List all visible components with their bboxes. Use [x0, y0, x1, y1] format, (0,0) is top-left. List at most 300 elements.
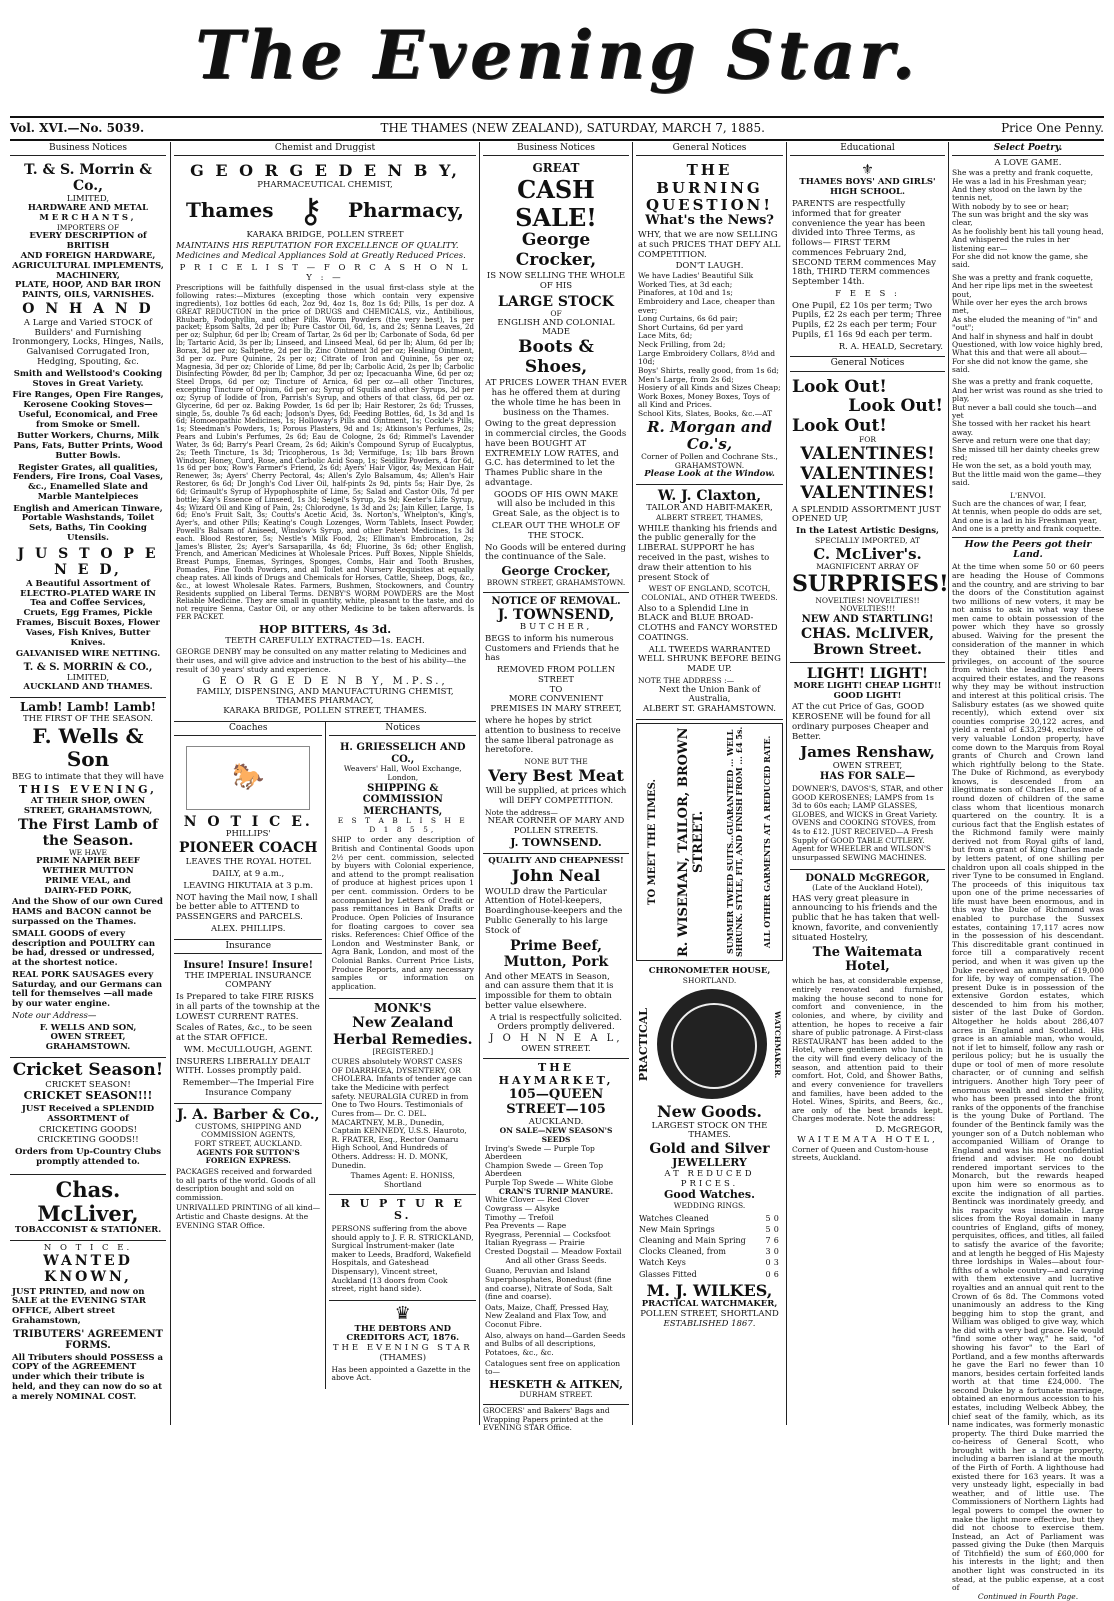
advert-title: R. Morgan and Co.'s,: [647, 417, 772, 453]
poem-line: And half in shyness and half in doubt: [952, 331, 1094, 341]
advert-line: AGENTS FOR SUTTON'S FOREIGN EXPRESS.: [196, 1147, 300, 1166]
advert-title: C. McLiver's.: [813, 544, 922, 563]
top-rule: [10, 116, 1104, 118]
table-cell: Glasses Fitted: [639, 1269, 697, 1279]
advert-heading: J U S T O P E N E D,: [17, 545, 159, 578]
advert-title: Gold and Silver: [649, 1141, 770, 1158]
advert-text: Has been appointed a Gazette in the above Act.: [331, 1364, 471, 1383]
advert-signature: Brown Street.: [813, 641, 922, 658]
advert-line: WEDDING RINGS.: [673, 1201, 746, 1211]
advert-line: REMOVED FROM POLLEN STREET: [496, 665, 616, 685]
masthead-title: The Evening Star.: [195, 16, 919, 94]
advert-signature: LIMITED,: [66, 672, 110, 683]
waitemata-advert: [790, 870, 945, 1167]
vertical-text: PRACTICAL: [637, 1007, 650, 1081]
list-item: Champion Swede — Green Top Aberdeen: [485, 1160, 603, 1179]
advert-title: CHRONOMETER HOUSE,: [648, 965, 771, 976]
advert-line: WHY, that we are now SELLING at such PRICES THAT DEFY ALL COMPETITION.: [638, 230, 781, 260]
advert-title: R U P T U R E S.: [340, 1196, 465, 1223]
advert-signature: KARAKA BRIDGE, POLLEN STREET, THAMES.: [223, 706, 427, 717]
advert-line: SMALL GOODS of every description and POULTRY can be had, dressed or undressed, at the shortest notice.: [12, 928, 156, 969]
poem-line: L'ENVOI.: [1010, 490, 1046, 500]
poem-line: She tossed with her racket his heart away.: [952, 419, 1091, 437]
advert-title: The Waitemata Hotel,: [812, 944, 923, 975]
advert-subtitle: Corner of Pollen and Cochrane Sts., GRAHAMSTOWN.: [641, 452, 778, 470]
poem-line: And her ripe lips met in the sweetest pout,: [952, 281, 1093, 299]
advert-line: WE HAVE: [68, 847, 108, 857]
advert-text: CURES absolutely WORST CASES OF DIARRHŒA, DYSENTERY, OR CHOLERA. Infants of tender age can take the Medicine with perfect safety. NEURALGIA CURED in from One to Two Hours. Testimonials of Cures from— Dr. C. DEL. MACARTNEY, M.B., Dunedin, Captain KENNEDY, U.S.S. Hauroto, R. FRATER, Esq., Rector Oamaru High School, And Hundreds of Others. Address: H. D. MONK, Dunedin.: [331, 1057, 473, 1170]
advert-heading: SHIPPING & COMMISSION MERCHANTS,: [362, 782, 443, 817]
advert-title: James Renshaw,: [800, 743, 935, 762]
renshaw-advert: [790, 663, 945, 870]
item-line: School Kits, Slates, Books, &c.—AT: [638, 409, 773, 419]
advert-line: MAGNIFICENT ARRAY OF: [816, 561, 919, 571]
advert-subtitle: PHARMACEUTICAL CHEMIST,: [257, 179, 393, 190]
advert-signature: George Crocker,: [501, 564, 611, 579]
advert-line: JUST Received a SPLENDID ASSORTMENT of: [21, 1103, 155, 1124]
advert-subtitle: AUCKLAND.: [528, 1116, 584, 1127]
advert-title: Thames: [186, 198, 274, 222]
advert-line: MORE CONVENIENT PREMISES IN MARY STREET,: [490, 694, 622, 715]
item-line: Boys' Shirts, really good, from 1s 6d;: [638, 365, 779, 375]
advert-address: POLLEN STREET, SHORTLAND: [640, 1308, 779, 1319]
price-table: [638, 1213, 781, 1280]
advert-line: WM. McCULLOUGH, AGENT.: [183, 1044, 313, 1055]
advert-title: Insure! Insure! Insure!: [183, 960, 314, 972]
advert-line: AT THEIR SHOP, OWEN STREET, GRAHAMSTOWN,: [23, 796, 153, 816]
advert-line: Owing to the great depression in commercial circles, the Goods have been BOUGHT AT EXTREMELY LOW RATES, and G.C. has determined to let the Thames Public share in the advantage.: [485, 419, 627, 488]
column-general-notices: [636, 142, 783, 1425]
list-item: Guano, Peruvian and Island Superphosphates, Bonedust (fine and coarse), Nitrate of Soda, Salt (fine and coarse).: [485, 1266, 613, 1302]
advert-signature: Corner of Queen and Custom-house streets, Auckland.: [792, 1144, 929, 1163]
advert-signature: G E O R G E D E N B Y, M.P.S.,: [202, 676, 448, 688]
advert-signature: R. A. HEALD, Secretary.: [838, 341, 943, 352]
advert-subtitle: TAILOR AND HABIT-MAKER,: [646, 503, 773, 514]
advert-line: Will be supplied, at prices which will DEFY COMPETITION.: [485, 786, 627, 806]
advert-title: PIONEER COACH: [178, 840, 318, 857]
advert-line: Fire Ranges, Open Fire Ranges, Kerosene Cooking Stoves—Useful, Economical, and Free from Smoke or Smell.: [12, 390, 164, 430]
advert-line: DAIRY-FED PORK,: [44, 885, 132, 896]
advert-heading: GREAT: [532, 161, 580, 176]
advert-line: A SPLENDID ASSORTMENT JUST OPENED UP,: [792, 504, 941, 525]
advert-line: E S T A B L I S H E D 1 8 5 5,: [337, 816, 468, 834]
price: Price One Penny.: [1001, 121, 1104, 135]
vertical-text: SUMMER TWEED SUITS...GUARANTEED ... WELL SHRUNK. STYLE, FIT, AND FINISH FROM ... £4 5s.: [724, 726, 745, 957]
advert-line: NOTE THE ADDRESS :—: [638, 675, 735, 685]
royal-arms-icon: ♛: [394, 1302, 411, 1324]
advert-title: DONALD McGREGOR,: [805, 872, 930, 884]
advert-line: Orders promptly delivered.: [497, 1022, 615, 1033]
advert-line: LEAVING HIKUTAIA at 3 p.m.: [183, 880, 314, 891]
advert-signature: DURHAM STREET.: [519, 1390, 593, 1400]
poem-line: Questioned, with low voice highly bred,: [952, 339, 1103, 349]
section-heading: General Notices: [790, 357, 945, 371]
volume-number: Vol. XVI.—No. 5039.: [10, 121, 145, 135]
advert-address: KARAKA BRIDGE, POLLEN STREET: [246, 229, 404, 240]
item-line: We have Ladies' Beautiful Silk Worked Ties, at 3d each;: [638, 271, 754, 289]
advert-heading: Prime Beef, Mutton, Pork: [503, 938, 609, 971]
poem: [952, 169, 1104, 533]
advert-signature: FAMILY, DISPENSING, AND MANUFACTURING CHEMIST,: [196, 686, 454, 697]
claxton-advert: [636, 485, 783, 720]
advert-title: John Neal: [511, 866, 601, 886]
advert-line: PAINTS, OILS, VARNISHES.: [21, 290, 155, 301]
poem-line: Serve and return were one that day;: [952, 436, 1091, 446]
table-cell: 7: [765, 1236, 771, 1246]
poem-line: At tennis, when people do odds are set,: [952, 507, 1103, 517]
advert-heading: O N H A N D: [22, 300, 154, 317]
poem-line: He was a lad in his Freshman year;: [952, 176, 1087, 186]
advert-title: Look Out!: [848, 396, 943, 417]
poem-line: What this and that were all about—: [952, 348, 1088, 358]
advert-line: TO: [549, 684, 563, 695]
column-business-notices-2: [483, 142, 629, 1433]
item-line: Lace Mits, 6d;: [638, 331, 693, 341]
advert-line: INSURERS LIBERALLY DEALT WITH. Losses promptly paid.: [176, 1056, 311, 1077]
advert-title: F. Wells & Son: [32, 723, 144, 771]
advert-line: UNRIVALLED PRINTING of all kind—Artistic and Chaste designs. At the EVENING STAR Office.: [176, 1203, 321, 1230]
advert-line: REAL PORK SAUSAGES every Saturday, and our Germans can tell for themselves —all made by our water engine.: [12, 969, 163, 1010]
advert-line: NEAR CORNER OF MARY AND POLLEN STREETS.: [487, 816, 625, 836]
advert-subtitle: What's the News?: [645, 213, 774, 229]
poem-line: And her wrist was round as she tried to play,: [952, 385, 1103, 404]
advert-line: GOODS OF HIS OWN MAKE will also be included in this Great Sale, as the object is to: [492, 489, 620, 520]
list-item: Cowgrass — Alsyke: [485, 1203, 560, 1213]
advert-line: MAINTAINS HIS REPUTATION FOR EXCELLENCE OF QUALITY. Medicines and Medical Appliances Sold at Greatly Reduced Prices.: [176, 241, 466, 262]
advert-line: NOT having the Mail now, I shall be better able to ATTEND to PASSENGERS and PARCELS.: [176, 892, 318, 923]
advert-line: Please Look at the Window.: [644, 469, 775, 480]
vertical-text: WATCHMAKER.: [772, 1010, 782, 1078]
advert-signature: WAITEMATA HOTEL,: [797, 1134, 938, 1145]
item-line: Long Curtains, 6s 6d pair;: [638, 314, 738, 324]
list-item: ON SALE—NEW SEASON'S SEEDS: [499, 1126, 613, 1144]
advert-heading: P R I C E L I S T — F O R C A S H O N L Y : —: [179, 262, 471, 283]
advert-title: THE BURNING QUESTION!: [646, 161, 773, 214]
advert-subtitle: PRACTICAL WATCHMAKER,: [641, 1299, 778, 1310]
advert-line: ALBERT ST. GRAHAMSTOWN.: [643, 704, 776, 715]
advert-title: H. GRIESSELICH AND CO.,: [339, 742, 466, 765]
poem-line: But never a ball could she touch—and yet: [952, 402, 1097, 421]
advert-title: VALENTINES!: [800, 444, 935, 465]
advert-line: HARDWARE AND METAL: [27, 203, 149, 214]
advert-line: FOR: [859, 435, 876, 445]
grocers-notice: GROCERS' and Bakers' Bags and Wrapping Papers printed at the EVENING STAR Office.: [483, 1406, 610, 1433]
advert-text: PERSONS suffering from the above should apply to J. F. R. STRICKLAND, Surgical Instrument-maker (late maker to Leeds, Bradford, Wakefield Hospitals, and Gateshead Dispensary), Vincent street, Auckland (13 doors from Cook street, right hand side).: [331, 1223, 474, 1294]
masthead: [0, 0, 1114, 115]
notices-subcolumn: [326, 722, 476, 1389]
advert-line: GALVANISED WIRE NETTING.: [15, 649, 161, 660]
column-chemist: [174, 142, 476, 1425]
section-heading: Coaches: [174, 722, 322, 736]
poem-line: While over her eyes the arch brows met,: [952, 297, 1088, 316]
table-cell: 6: [773, 1269, 779, 1279]
advert-signature: Thames Agent: E. HONISS, Shortland: [350, 1171, 455, 1189]
list-item: Timothy — Trefoil: [485, 1212, 554, 1222]
list-item: Oats, Maize, Chaff, Pressed Hay, New Zealand and Flax Tow, and Coconut Fibre.: [485, 1302, 609, 1330]
cricket-advert: [10, 1058, 166, 1175]
section-heading: Business Notices: [483, 142, 629, 156]
advert-heading: THE DEBTORS AND CREDITORS ACT, 1876.: [346, 1323, 460, 1344]
advert-line: PHILLIPS': [225, 829, 271, 840]
advert-text: DOWNER'S, DAVOS'S, STAR, and other GOOD KEROSENES; LAMPS from 1s 3d to 60s each; LAMP GLASSES, GLOBES, and WICKS in Great Variety. OVENS and COOKING STOVES, from 4s to £12. JUST RECEIVED—A Fresh Supply of GOOD TABLE CUTLERY. Agent for WHEELER and WILSON'S unsurpassed SEWING MACHINES.: [792, 783, 944, 862]
advert-line: DAILY, at 9 a.m.,: [212, 869, 285, 880]
advert-title: New Zealand: [352, 1015, 454, 1032]
advert-subtitle: TOBACCONIST & STATIONER.: [14, 1224, 162, 1235]
poem-title: A LOVE GAME.: [994, 158, 1062, 169]
advert-line: English and American Tinware, Portable Washstands, Toilet Sets, Baths, Tin Cooking Utensils.: [13, 503, 163, 543]
list-item: CRAN'S TURNIP MANURE.: [498, 1186, 614, 1196]
table-cell: Watch Keys: [639, 1258, 686, 1268]
griesselich-advert: [329, 739, 476, 998]
advert-line: A Large and Varied STOCK of Builders' and Furnishing Ironmongery, Locks, Hinges, Nails, Galvanised Corrugated Iron, Hedging, Spouting, &c.: [12, 317, 164, 367]
list-item: White Clover — Red Clover: [485, 1195, 590, 1205]
advert-line: WEST OF ENGLAND, SCOTCH, COLONIAL, AND OTHER TWEEDS.: [641, 584, 778, 602]
advert-line: Butter Workers, Churns, Milk Pans, Fats, Butter Prints, Wood Butter Bowls.: [13, 431, 163, 461]
advert-line: Orders from Up-Country Clubs promptly attended to.: [14, 1146, 162, 1167]
advert-subtitle: OWEN STREET,: [832, 760, 903, 771]
advert-signature: J O H N N E A L,: [489, 1033, 623, 1045]
advert-line: AGRICULTURAL IMPLEMENTS,: [12, 260, 164, 271]
advert-title: T. & S. Morrin & Co.,: [24, 162, 152, 195]
advert-title: Herbal Remedies.: [332, 1031, 473, 1048]
section-heading: Business Notices: [10, 142, 166, 156]
poem-line: But the little maid won the game—they said.: [952, 469, 1102, 488]
table-row: [638, 1224, 781, 1235]
advert-title: Look Out!: [792, 376, 887, 397]
table-cell: 3: [773, 1258, 779, 1268]
advert-title: George Crocker,: [515, 230, 597, 270]
advert-title: Look Out!: [792, 415, 887, 436]
ruptures-advert: [329, 1195, 476, 1301]
poem-line: The sun was bright and the sky was clear,: [952, 210, 1089, 228]
vertical-text: TO MEET THE TIMES.: [646, 778, 658, 905]
poem-line: As he foolishly bent his tall young head,: [952, 226, 1104, 236]
table-cell: 0: [773, 1247, 779, 1257]
advert-line: PLATE, HOOP, AND BAR IRON: [15, 280, 161, 291]
advert-title: 105—QUEEN STREET—105: [506, 1086, 606, 1117]
advert-heading: QUALITY AND CHEAPNESS!: [488, 856, 624, 867]
poem-line: For she did not know the game, she said.: [952, 252, 1088, 270]
advert-line: Register Grates, all qualities, Fenders, Fire Irons, Coal Vases, &c., Enamelled Slate and Marble Mantelpieces: [12, 462, 164, 502]
advert-line: A Beautiful Assortment of ELECTRO-PLATED WARE IN Tea and Coffee Services, Cruets, Egg Frames, Pickle Frames, Biscuit Boxes, Flower Vases, Fish Knives, Butter Knives.: [16, 578, 160, 648]
poem-line: She missed till her dainty cheeks grew red;: [952, 444, 1100, 462]
coach-illustration: 🐎: [186, 746, 310, 810]
table-cell: 6: [773, 1236, 779, 1246]
item-line: Large Embroidery Collars, 8½d and 10d;: [638, 348, 776, 367]
advert-line: LARGEST STOCK ON THE THAMES.: [651, 1120, 768, 1141]
advert-line: DON'T LAUGH.: [675, 261, 744, 272]
advert-title: Cricket Season!: [12, 1059, 164, 1080]
advert-subtitle: (THAMES): [379, 1352, 427, 1363]
school-advert: [790, 159, 945, 357]
table-row: [638, 1235, 781, 1246]
advert-line: PRIME VEAL, and: [45, 875, 131, 886]
advert-line: Also to a Splendid Line in BLACK and BLUE BROAD-CLOTHS and FANCY WORSTED COATINGS.: [638, 603, 778, 643]
denby-advert: [174, 159, 476, 722]
poem-line: And one is a lad in his Freshman year,: [952, 515, 1098, 525]
table-cell: 5: [765, 1213, 771, 1223]
advert-line: TEETH CAREFULLY EXTRACTED—1s. EACH.: [225, 635, 425, 646]
advert-signature: BROWN STREET, GRAHAMSTOWN.: [486, 577, 626, 587]
item-line: Embroidery and Lace, cheaper than ever;: [638, 296, 775, 315]
advert-title: WANTED KNOWN,: [43, 1253, 133, 1286]
advert-heading: F E E S :: [835, 288, 900, 299]
advert-title: THE EVENING STAR: [332, 1343, 473, 1354]
advert-line: ALL TWEEDS WARRANTED WELL SHRUNK BEFORE BEING MADE UP.: [638, 644, 781, 675]
advert-line: WOULD draw the Particular Attention of Hotel-keepers, Boardinghouse-keepers and the Public Generally to his large Stock of: [485, 886, 623, 936]
place-date: THE THAMES (NEW ZEALAND), SATURDAY, MARCH 7, 1885.: [380, 121, 765, 135]
key-icon: ⚷: [298, 190, 324, 231]
advert-subtitle: THE FIRST OF THE SEASON.: [23, 713, 153, 724]
advert-line: BEG to intimate that they will have: [12, 771, 164, 782]
advert-line: NOVELTIES! NOVELTIES!!: [815, 595, 920, 605]
advert-line: All Tributers should POSSESS a COPY of the AGREEMENT under which their tribute is held, and they can now do so at a merely NOMINAL COST.: [12, 1352, 163, 1402]
advert-line: In the Latest Artistic Designs,: [795, 526, 940, 537]
advert-title: W. J. Claxton,: [657, 488, 762, 505]
list-item: And all other Grass Seeds.: [505, 1255, 607, 1265]
advert-line: And the Show of our own Cured HAMS and BACON cannot be surpassed on the Thames.: [12, 897, 163, 927]
barber-advert: [174, 1104, 322, 1237]
advert-title: VALENTINES!: [800, 483, 935, 504]
advert-line: HOP BITTERS, 4s 3d.: [258, 622, 392, 636]
advert-title: Boots & Shoes,: [518, 337, 594, 377]
advert-line: No Goods will be entered during the continuance of the Sale.: [485, 542, 626, 563]
table-cell: New Main Springs: [639, 1224, 715, 1234]
advert-text: PARENTS are respectfully informed that for greater convenience the year has been divided into Three Terms, as follows— FIRST TERM commences February 2nd, SECOND TERM commences May 18th, THIRD TERM commences September 14th.: [792, 198, 937, 288]
poem-line: And one is a pretty and frank coquette.: [952, 524, 1102, 534]
advert-title: Good Watches.: [664, 1188, 755, 1202]
advert-subtitle: BUTCHER,: [519, 622, 593, 633]
advert-line: NONE BUT THE: [524, 757, 588, 767]
advert-line: CRICKET SEASON!!!: [23, 1089, 153, 1103]
advert-title: Very Best Meat: [488, 765, 624, 785]
item-line: Pinafores, at 10d and 1s;: [638, 288, 733, 298]
item-line: Hosiery of all Kinds and Sizes Cheap;: [638, 383, 781, 393]
advert-line: MACHINERY,: [56, 270, 120, 281]
column-poetry: [952, 142, 1104, 1601]
column-business-notices: [10, 142, 166, 1425]
advert-signature: THAMES PHARMACY,: [276, 696, 374, 707]
advert-subtitle: THE IMPERIAL INSURANCE COMPANY: [184, 970, 312, 991]
dateline: [10, 118, 1104, 138]
debtors-advert: [329, 1301, 476, 1389]
advert-line: CRICKET SEASON!: [45, 1079, 131, 1090]
column-divider: [479, 142, 480, 1425]
wells-advert: [10, 698, 166, 1058]
table-cell: 5: [765, 1224, 771, 1234]
advert-line: BEGS to inform his numerous Customers and Friends that he has: [485, 633, 620, 664]
advert-line: Remember—The Imperial Fire Insurance Company: [182, 1078, 314, 1098]
poem-line: Such are the chances of war, I fear,: [952, 498, 1087, 508]
morgan-advert: [636, 159, 783, 485]
monk-advert: [329, 999, 476, 1195]
advert-signature: OWEN STREET.: [521, 1043, 591, 1054]
advert-line: AT REDUCED PRICES.: [664, 1168, 755, 1189]
price-list-text: Prescriptions will be faithfully dispensed in the usual first-class style at the following rates:—Mixtures (excepting those which contain very expensive ingredients), 1oz bottles 6d each, 2oz 9d, 4oz 1s, 8oz 1s 6d; Pills, 1s per doz. A GREAT REDUCTION in the price of DRUGS and CHEMICALS, viz., Antibilious, Rhubarb, Podophyllin, and other Pills. Worm Powders (the very best), 1s per packet; Epsom Salts, 2d per lb; Pure Castor Oil, 6d, 1s, and 2s; Senna Leaves, 2d per oz; Sulphur, 6d per lb; Cream of Tartar, 2s 6d per lb; Carbonate of Soda, 6d per lb; Tartaric Acid, 3s per lb; Linseed, and Linseed Meal, 6d per lb; Alum, 6d per lb; Borax, 3d per oz; Saltpetre, 2d per lb; Zinc Ointment 3d per oz; Healing Ointment, 3d per oz. Pure Quinine, 2s per oz; Citrate of Iron and Quinine, 5s per oz; Magnesia, 3d per oz; Chloride of Lime, 8d per lb; Carbolic Acid, 2s per lb; Carbolic Disinfecting Powder, 8d per lb; Camphor, 3d per oz; Ipecacuanha Wine, 6d per oz; Steel Drops, 6d per oz; Tincture of Arnica, 6d per oz—all other Tinctures, excepting Tincture of Opium, 6d per oz; Syrup of Squills and other Syrups, 3d per oz; Syrup of Iodide of Iron, Parrish's Syrup, and others of that class, 6d per oz. Glycerine, 6d per oz. Baking Powder, 1s 6d per lb; Hair Restorer, 2s 6d; Trusses, single, 5s, double 7s 6d each; Jodson's Dyes, 6d; Feeding Bottles, 6d, 1s 3d and 1s 6d; Homoeopathic Medicines, 1s; Holloway's Pills and Ointment, 1s; Cockle's Pills, 1s; Steedman's Powders, 1s; Porous Plasters, 9d and 1s; Atkinson's Perfumes, 2s; Pears and Lubin's Perfumes, 2s 6d; Eau de Cologne, 2s 6d; Rimmel's Lavender Water, 3s 6d; Barry's Pearl Cream, 2s 6d; Aikin's Compound Syrup of Eucalyptus, 2s; Teeth Tincture, 1s 3d; Tricopherous, 1s 3d; Vermifuge, 1s; 1lb bars Brown Windsor, Honey, Curd, Rose, and Carbolic Acid Soap, 1s; Seidlitz Powders, 4 for 6d, 1s 6d per box; Row's Farmer's Friend, 2s 6d; Ayers' Hair Vigor, 4s; Mexican Hair Renewer, 3s; Ayers' Cherry Pectoral, 4s; Allen's Zylo Balsamum, 4s; Allen's Hair Restorer, 6s 6d; Dr Jongh's Cod Liver Oil, half-pints 2s 9d, pints 5s; Hair Dye, 2s 6d; Grimault's Syrup of Hypophosphite of Lime, 5s; Salad and Castor Oils, 7d per bottle; Kay's Essence of Linseed, 1s 3d; Seigel's Syrup, 2s 9d; Keeter's Life Syrup, 4s; Wizard Oil and King of Pain, 2s; Chlorodyne, 1s 3d and 2s; Jain Killer, Large, 1s 6d; Eno's Fruit Salt, 3s; Coutts's Acetic Acid, 3s. Norton's, Whelpton's, King's, Ayer's, and other Pills; Keating's Cough Lozenges, Worm Tablets, Insect Powder, Powell's Balsam of Aniseed, Winslow's Syrup, and other Patent Medicines, 1s 3d each. Blood Restorer, 5s; Nestle's Milk Food, 2s; Elliman's Embrocation, 2s; James's Blister, 2s; Ayer's Sarsaparilla, 4s 6d; Fluorine, 3s 6d; other English, French, and American Medicines at Wholesale Prices. Puff Boxes, Nipple Shields, Breast Pumps, Enemas, Syringes, Sponges, Combs, Hair and Tooth Brushes, Pomades, Fine Tooth Powders, and all Toilet and Nursery Requisites at equally cheap rates. All kinds of Drugs and Chemicals for Horses, Cattle, Sheep, Dogs, &c., &c., at lowest Wholesale Rates. Farmers, Bushmen, Stockowners, and Country Residents supplied on Liberal Terms. DENBY'S WORM POWDERS are the Most Reliable Medicine. They are small in quantity, white, pleasant to the taste, and do not require Senna, Castor Oil, or any other Medicine to be taken afterwards. Is FER PACKET.: [176, 284, 474, 622]
advert-line: PRIME NAPIER BEEF: [36, 856, 140, 867]
advert-title: THE HAYMARKET,: [498, 1061, 614, 1088]
advert-signature: D. McGREGOR,: [875, 1125, 943, 1136]
wiseman-advert: [636, 723, 783, 961]
poem-line: He won the set, as a bold youth may,: [952, 461, 1092, 471]
morrin-advert: [10, 159, 166, 698]
table-cell: 0: [765, 1258, 771, 1268]
townsend-advert: [483, 593, 629, 855]
advert-title: VALENTINES!: [800, 463, 935, 484]
poem-line: As she eluded the meaning of "in" and "out";: [952, 314, 1098, 333]
table-cell: Clocks Cleaned, from: [639, 1247, 726, 1257]
list-item: Catalogues sent free on application to—: [485, 1358, 621, 1377]
valentines-advert: [790, 375, 949, 663]
poem-line: And whispered the rules in her listening ear—: [952, 235, 1070, 253]
advert-line: AT PRICES LOWER THAN EVER has he offered them at during the whole time he has been in business on the Thames.: [485, 378, 627, 418]
advert-heading: N O T I C E.: [183, 814, 313, 831]
list-item: Italian Ryegrass — Prairie: [485, 1238, 585, 1248]
continued-note: Continued in Fourth Page.: [977, 1591, 1079, 1601]
advert-heading: The First Lamb of the Season.: [18, 816, 158, 849]
advert-line: CRICKETING GOODS!!: [37, 1135, 139, 1146]
advert-line: CLEAR OUT THE WHOLE OF THE STOCK.: [491, 521, 621, 541]
advert-text: SHIP to order any description of British and Continental Goods upon 2½ per cent. commission, selected by buyers with Colonial experience, and attend to the prompt realisation of produce at highest prices upon 1 per cent. commission. Orders to be accompanied by Letters of Credit or pass remittances in Bank Drafts or Produce. Open Policies of Insurance for floating cargoes to cover sea risks. References: Chief Office of the London and Westminster Bank, or Agra Bank, London, and most of the Colonial Banks. Current Price Lists, Produce Reports, and any necessary samples or information on application.: [331, 835, 474, 991]
advert-subtitle: SHORTLAND.: [682, 975, 737, 985]
column-divider: [786, 142, 787, 1425]
poem-line: She was a pretty and frank coquette,: [952, 272, 1093, 282]
section-heading: Chemist and Druggist: [174, 142, 476, 156]
school-crest-icon: ⚜: [861, 162, 874, 179]
advert-signature: OWEN STREET,: [50, 1032, 126, 1043]
insurance-advert: [174, 957, 322, 1104]
advert-title: LIGHT! LIGHT!: [806, 665, 929, 682]
advert-heading: Lamb! Lamb! Lamb!: [19, 700, 157, 715]
table-cell: Watches Cleaned: [639, 1213, 709, 1223]
list-item: Also, always on hand—Garden Seeds and Bulbs of all descriptions, Potatoes, &c., &c.: [485, 1330, 626, 1357]
haymarket-advert: [483, 1059, 629, 1405]
advert-line: IMPORTERS OF: [56, 222, 120, 232]
poem-line: She was a pretty and frank coquette,: [952, 377, 1093, 387]
table-cell: 3: [765, 1247, 771, 1257]
poem-line: And they stood on the lawn by the tennis net,: [952, 184, 1083, 203]
table-row: [638, 1213, 781, 1224]
advert-signature: T. & S. MORRIN & CO.,: [23, 662, 153, 674]
advert-title: SURPRISES!: [792, 570, 949, 597]
advert-subtitle: (Late of the Auckland Hotel),: [812, 883, 923, 893]
seed-list: [485, 1127, 627, 1377]
list-item: Ryegrass, Perennial — Cocksfoot: [485, 1229, 611, 1239]
article-body: At the time when some 50 or 60 peers are heading the House of Commons and the country, and are striving to bar the doors of the Constitution against two millions of new voters, it may be not amiss to ask in what way these men came to obtain possession of the power which they have so grossly abused. Waiving for the present the consideration of the manner in which they obtained their titles and privileges, on account of the source from which the leading Tory Peers acquired their estates, and the reasons why they may be without instruction and interest at this political crisis. The Salisbury estates (as we showed quite recently), which extend over six counties comprise 20,122 acres, and yield a rental of £33,294, exclusive of very valuable London property, have come down to the Marquis from Royal grants of Church and Crown land which rightfully belong to the State. The Duke of Richmond, as everybody knows, is descended from an illegitimate son of Charles II., one of a round dozen of children of the same class whom that licentious monarch quartered on the country. It is a curious fact that the English estates of the Richmond family were mainly derived not from Royal gifts of land, but from a grant of King Charles made by letters patent, of one shilling per chaldron upon all coals shipped in the river Tyne to be consumed in England. The proceeds of this iniquitous tax upon one of the prime necessaries of life must have been enormous, and in this way the Duke of Richmond was enabled to purchase the Sussex estates, containing 17,117 acres now in the possession of his descendant. This discreditable grant continued in force till a comparatively recent period, and when it was given up the Duke received an annuity of £19,000 for life, by way of compensation. The present Duke is in possession of the extensive Gordon estates, which descended to him from his mother, sister of the last Duke of Gordon. Altogether he holds about 286,407 acres in England and Scotland. His grace is an amiable man, who would, not if let to himself, follow any rash or perilous policy; but he is usually the dupe or tool of men of more resolute character, or of cunning and selfish intriguers. Another high Tory peer of enormous wealth and slender ability, who has been pressed into the front ranks of the opponents of the franchise is the young Duke of Portland. The founder of the Bentinck family was the younger son of a Dutch nobleman who accompanied William of Orange to England and was his most confidential friend and adviser. He no doubt rendered important services to the Monarch, but the rewards heaped upon him were so enormous as to excite the indignation of all parties. Bentinck was inordinately greedy, and his rapacity was insatiable. Large slices from the Royal domain in many countries of England, gifts of money, perquisites, offices, and titles, all failed to satisfy the avarice of the favorite; and at length he begged of His Majesty three lordships in Wales—about four-fifths of a whole country—and carrying with them extensive and lucrative royalties and an annual quit rent to the Crown of 6s 8d. The Commons voted unanimously an address to the King begging him to stop the grant, and William was obliged to give way, which he did with a very bad grace. He would "find some other way," he said, "of showing his favor" to the Earl of Portland, and a few months afterwards he gave the Earl no fewer than 10 manors, besides certain forfeited lands worth at that time £24,000. The second Duke by a fortunate marriage, obtained an enormous accession to his estates, including Welbeck Abbey, the chief seat of the family, which, as its name indicates, was formerly monastic property. The third Duke married the co-heiress of General Scott, who brought with her a large property, including a barren island at the mouth of the Firth of Forth. A lighthouse had existed there for 163 years. It was a very unsteady light, especially in bad weather, and of little use. The Commissioners of Northern Lights had legal powers to compel the owner to make the light more effective, but they did not choose to exercise them. Instead, an Act of Parliament was passed giving the Duke (then Marquis of Titchfield) the sum of £60,000 for his interests in the light; and then another light was constructed in its stead, at the public expense, at a cost of: [952, 562, 1104, 1593]
section-heading: General Notices: [636, 142, 783, 156]
advert-line: FORT STREET, AUCKLAND.: [194, 1139, 303, 1149]
advert-signature: HESKETH & AITKEN,: [489, 1377, 623, 1391]
column-divider: [170, 142, 171, 1425]
advert-title: G E O R G E D E N B Y,: [190, 161, 460, 181]
dateline-rule: [10, 139, 1104, 141]
advert-text: HAS very great pleasure in announcing to his friends and the public that he has taken that well-known, favorite, and conveniently situated Hostelry,: [792, 893, 940, 943]
advert-title: M. J. WILKES,: [646, 1280, 773, 1300]
advert-text: which he has, at considerable expense, entirely renovated and furnished, making the house second to none for comfort and convenience, in the colonies, and where, by civility and attention, he hopes to receive a fair share of public patronage. A First-class RESTAURANT has been added to the Hotel, where gentlemen who lunch in the city will find every delicacy of the season, and attention paid to their comfort. Hot, Cold, and Shower Baths, and every convenience for travellers and families, have been added to the Hotel. Wines, Spirits, and Beers, &c., are only of the best brands kept. Charges moderate. Note the address:: [792, 976, 943, 1124]
advert-line: LEAVES THE ROYAL HOTEL: [185, 857, 311, 868]
table-cell: 0: [773, 1224, 779, 1234]
advert-line: THIS EVENING,: [19, 783, 157, 797]
advert-line: SPECIALLY IMPORTED, AT: [815, 536, 920, 545]
advert-line: Next the Union Bank of Australia,: [658, 684, 761, 705]
advert-line: Smith and Wellstood's Cooking Stoves in Great Variety.: [13, 368, 163, 389]
item-line: Work Boxes, Money Boxes, Toys of all Kind and Prices.: [638, 391, 770, 410]
section-heading: Educational: [790, 142, 945, 156]
advert-line: JEWELLERY: [672, 1156, 747, 1170]
advert-line: MORE LIGHT! CHEAP LIGHT!! GOOD LIGHT!: [793, 680, 942, 701]
list-item: Pea Prevents — Rape: [485, 1221, 567, 1231]
advert-line: OF: [550, 309, 562, 319]
